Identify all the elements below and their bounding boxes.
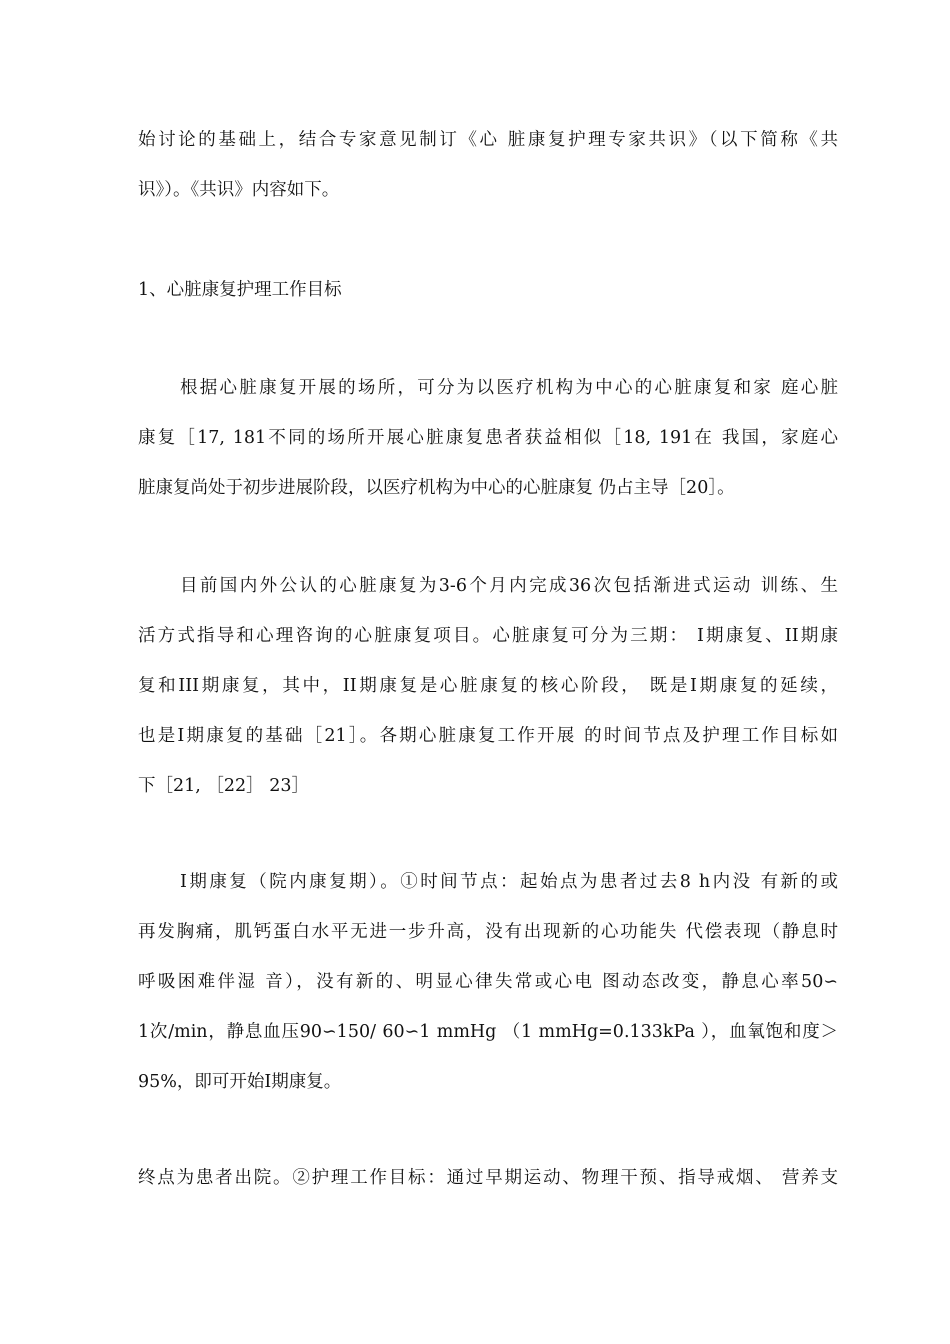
paragraph-3 (138, 870, 838, 1120)
paragraph-4 (138, 1166, 838, 1216)
paragraph-1 (138, 376, 838, 526)
section-heading: 1、心脏康复护理工作目标 (138, 280, 342, 300)
para3-line-3: 呼吸困难伴湿 音），没有新的、明显心律失常或心电 图动态改变，静息心率50∽ (138, 972, 838, 992)
para2-line-2: 活方式指导和心理咨询的心脏康复项目。心脏康复可分为三期： I期康复、II期康 (138, 626, 838, 646)
para1-line-2: 康复［17, 181不同的场所开展心脏康复患者获益相似［18, 191在 我国，家庭心 (138, 428, 838, 448)
intro-line-1: 始讨论的基础上，结合专家意见制订《心 脏康复护理专家共识》（以下简称《共 (138, 130, 838, 150)
para2-line-3: 复和III期康复，其中，II期康复是心脏康复的核心阶段， 既是I期康复的延续， (138, 676, 838, 696)
para2-line-5: 下［21, ［22］ 23］ (138, 776, 309, 796)
para3-line-2: 再发胸痛，肌钙蛋白水平无进一步升高，没有出现新的心功能失 代偿表现（静息时 (138, 922, 838, 942)
para3-line-4: 1次/min，静息血压90∽150/ 60∽1 mmHg （1 mmHg=0.133kPa ），血氧饱和度＞ (138, 1022, 838, 1042)
para2-line-1: 目前国内外公认的心脏康复为3-6个月内完成36次包括渐进式运动 训练、生 (180, 576, 838, 596)
intro-line-2: 识》）。《共识》内容如下。 (138, 180, 340, 200)
para4-line-1: 终点为患者出院。②护理工作目标：通过早期运动、物理干预、指导戒烟、 营养支 (138, 1168, 838, 1188)
para1-line-3: 脏康复尚处于初步进展阶段，以医疗机构为中心的心脏康复 仍占主导［20］。 (138, 478, 735, 498)
para1-line-1: 根据心脏康复开展的场所，可分为以医疗机构为中心的心脏康复和家 庭心脏 (180, 378, 838, 398)
para3-line-1: I期康复（院内康复期）。①时间节点：起始点为患者过去8 h内没 有新的或 (180, 872, 838, 892)
para3-line-5: 95%，即可开始I期康复。 (138, 1072, 342, 1092)
para2-line-4: 也是I期康复的基础［21］。各期心脏康复工作开展 的时间节点及护理工作目标如 (138, 726, 838, 746)
intro-paragraph (138, 128, 838, 228)
paragraph-2 (138, 574, 838, 824)
